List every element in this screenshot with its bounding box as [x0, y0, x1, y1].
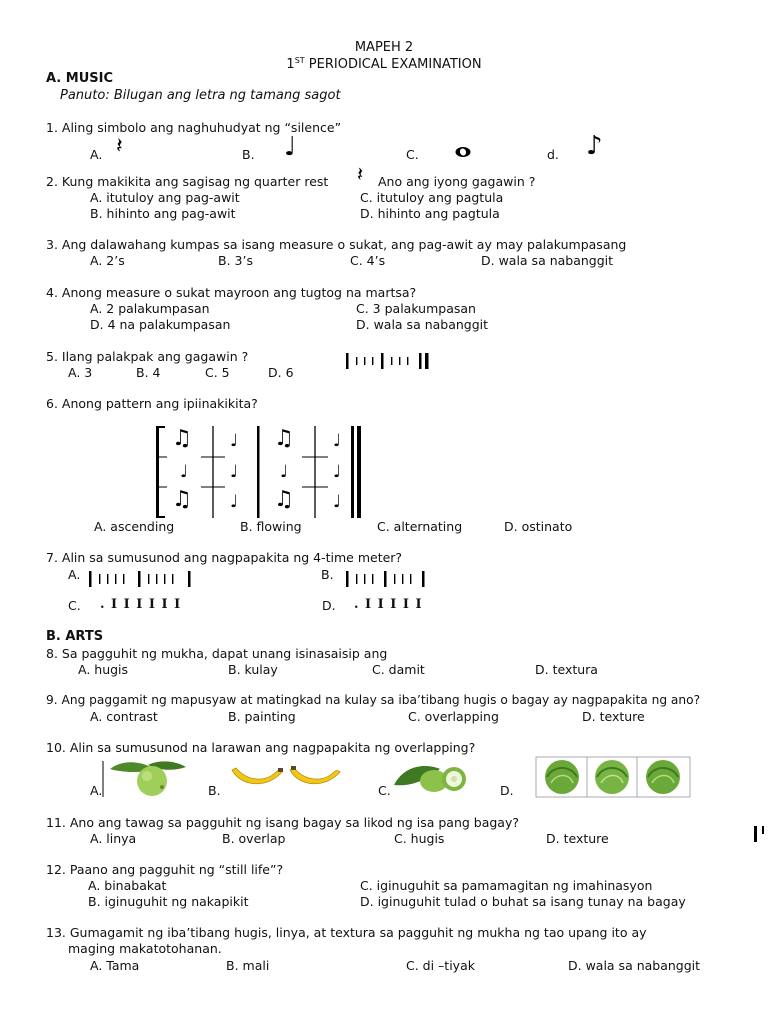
- q13-option-b[interactable]: B. mali: [226, 958, 270, 973]
- q7-option-a[interactable]: A.: [68, 567, 81, 582]
- q6-option-b[interactable]: B. flowing: [240, 519, 302, 534]
- q13-text-continued: maging makatotohanan.: [68, 941, 222, 956]
- q11-option-d[interactable]: D. texture: [546, 831, 609, 846]
- q12-option-c[interactable]: C. iginuguhit sa pamamagitan ng imahinasyon: [360, 878, 653, 893]
- q7-option-b[interactable]: B.: [321, 567, 334, 582]
- q13-option-a[interactable]: A. Tama: [90, 958, 140, 973]
- q2-text-b: Ano ang iyong gagawin ?: [378, 174, 536, 189]
- q9-option-b[interactable]: B. painting: [228, 709, 296, 724]
- beamed-notes-icon: ♫: [274, 426, 294, 451]
- q4-option-c[interactable]: C. 3 palakumpasan: [356, 301, 476, 316]
- q7-c-marks: . I I I I I I: [100, 597, 182, 612]
- q10-option-a[interactable]: A.: [90, 783, 103, 798]
- q11-text: 11. Ano ang tawag sa pagguhit ng isang bagay sa likod ng isa pang bagay?: [46, 815, 519, 830]
- quarter-rest-icon: 𝄽: [357, 162, 364, 186]
- quarter-note-icon: ♩: [180, 462, 189, 482]
- q6-text: 6. Anong pattern ang ipiinakikita?: [46, 396, 258, 411]
- q7-option-d[interactable]: D.: [322, 598, 336, 613]
- q11-option-c[interactable]: C. hugis: [394, 831, 445, 846]
- q1-option-d[interactable]: d.: [547, 147, 559, 162]
- q11-option-a[interactable]: A. linya: [90, 831, 137, 846]
- q9-option-c[interactable]: C. overlapping: [408, 709, 499, 724]
- q4-text: 4. Anong measure o sukat mayroon ang tugtog na martsa?: [46, 285, 417, 300]
- quarter-note-icon: ♩: [284, 132, 297, 162]
- q5-text: 5. Ilang palakpak ang gagawin ?: [46, 349, 249, 364]
- q7-d-marks: . I I I I I: [354, 597, 423, 612]
- q5-option-b[interactable]: B. 4: [136, 365, 161, 380]
- q8-option-b[interactable]: B. kulay: [228, 662, 278, 677]
- q1-option-b[interactable]: B.: [242, 147, 255, 162]
- section-music-heading: A. MUSIC: [46, 71, 113, 86]
- margin-bar-mark: [754, 826, 757, 842]
- q4-option-a[interactable]: A. 2 palakumpasan: [90, 301, 210, 316]
- beamed-notes-icon: ♫: [172, 426, 192, 451]
- exam-subtitle: 1ST PERIODICAL EXAMINATION: [286, 56, 482, 72]
- quarter-note-icon: ♩: [333, 431, 342, 451]
- q4-option-b[interactable]: D. 4 na palakumpasan: [90, 317, 231, 332]
- q10-option-c[interactable]: C.: [378, 783, 391, 798]
- q9-text: 9. Ang paggamit ng mapusyaw at matingkad na kulay sa iba’tibang hugis o bagay ay nagpapakita ng ano?: [46, 693, 701, 707]
- q13-text: 13. Gumagamit ng iba’tibang hugis, linya, at textura sa pagguhit ng mukha ng tao upang ito ay: [46, 925, 647, 940]
- q7-text: 7. Alin sa sumusunod ang nagpapakita ng 4-time meter?: [46, 550, 403, 565]
- q3-text: 3. Ang dalawahang kumpas sa isang measure o sukat, ang pag-awit ay may palakumpasang: [46, 237, 627, 252]
- q6-option-c[interactable]: C. alternating: [377, 519, 463, 534]
- cabbages-image[interactable]: [535, 755, 691, 802]
- q12-option-b[interactable]: B. iginuguhit ng nakapikit: [88, 894, 249, 909]
- q2-option-b[interactable]: B. hihinto ang pag-awit: [90, 206, 236, 221]
- quarter-note-icon: ♩: [280, 462, 289, 482]
- q10-option-b[interactable]: B.: [208, 783, 221, 798]
- q2-text-a: 2. Kung makikita ang sagisag ng quarter rest: [46, 174, 329, 189]
- beamed-notes-icon: ♫: [172, 487, 192, 512]
- q7-option-c[interactable]: C.: [68, 598, 81, 613]
- q12-text: 12. Paano ang pagguhit ng “still life”?: [46, 862, 284, 877]
- q11-option-b[interactable]: B. overlap: [222, 831, 286, 846]
- q9-option-a[interactable]: A. contrast: [90, 709, 158, 724]
- rhythm-bar-q7-b: [345, 570, 427, 591]
- q8-option-d[interactable]: D. textura: [535, 662, 598, 677]
- q3-option-c[interactable]: C. 4’s: [350, 253, 386, 268]
- q5-option-d[interactable]: D. 6: [268, 365, 294, 380]
- q8-option-c[interactable]: C. damit: [372, 662, 425, 677]
- q1-text: 1. Aling simbolo ang naghuhudyat ng “silence”: [46, 120, 342, 135]
- cut-guava-image[interactable]: [392, 759, 472, 798]
- eighth-note-icon: ♪: [586, 131, 603, 161]
- exam-title: MAPEH 2: [354, 40, 414, 55]
- quarter-note-icon: ♩: [230, 492, 239, 512]
- guava-image[interactable]: [102, 757, 188, 802]
- q9-option-d[interactable]: D. texture: [582, 709, 645, 724]
- q6-option-d[interactable]: D. ostinato: [504, 519, 573, 534]
- quarter-note-icon: ♩: [333, 492, 342, 512]
- q10-option-d[interactable]: D.: [500, 783, 514, 798]
- quarter-note-icon: ♩: [230, 431, 239, 451]
- whole-note-icon: [454, 146, 472, 161]
- section-arts-heading: B. ARTS: [46, 629, 104, 644]
- q3-option-a[interactable]: A. 2’s: [90, 253, 125, 268]
- margin-tick-mark: [762, 826, 764, 834]
- q8-text: 8. Sa pagguhit ng mukha, dapat unang isinasaisip ang: [46, 646, 388, 661]
- quarter-rest-icon: 𝄽: [116, 134, 123, 159]
- rhythm-bar-q5: [345, 352, 435, 373]
- q3-option-d[interactable]: D. wala sa nabanggit: [481, 253, 614, 268]
- q2-option-d[interactable]: D. hihinto ang pagtula: [360, 206, 500, 221]
- q2-option-a[interactable]: A. itutuloy ang pag-awit: [90, 190, 240, 205]
- bananas-image[interactable]: [228, 762, 346, 795]
- quarter-note-icon: ♩: [333, 462, 342, 482]
- q6-option-a[interactable]: A. ascending: [94, 519, 175, 534]
- q12-option-d[interactable]: D. iginuguhit tulad o buhat sa isang tunay na bagay: [360, 894, 686, 909]
- quarter-note-icon: ♩: [230, 462, 239, 482]
- q13-option-c[interactable]: C. di –tiyak: [406, 958, 475, 973]
- q5-option-a[interactable]: A. 3: [68, 365, 93, 380]
- q2-option-c[interactable]: C. itutuloy ang pagtula: [360, 190, 504, 205]
- q4-option-d[interactable]: D. wala sa nabanggit: [356, 317, 489, 332]
- q13-option-d[interactable]: D. wala sa nabanggit: [568, 958, 701, 973]
- q12-option-a[interactable]: A. binabakat: [88, 878, 167, 893]
- q3-option-b[interactable]: B. 3’s: [218, 253, 253, 268]
- q1-option-c[interactable]: C.: [406, 147, 419, 162]
- instruction: Panuto: Bilugan ang letra ng tamang sagot: [60, 88, 341, 103]
- rhythm-bar-q7-a: [88, 570, 194, 591]
- beamed-notes-icon: ♫: [274, 487, 294, 512]
- q5-option-c[interactable]: C. 5: [205, 365, 230, 380]
- q1-option-a[interactable]: A.: [90, 147, 103, 162]
- q10-text: 10. Alin sa sumusunod na larawan ang nagpapakita ng overlapping?: [46, 740, 476, 755]
- q8-option-a[interactable]: A. hugis: [78, 662, 129, 677]
